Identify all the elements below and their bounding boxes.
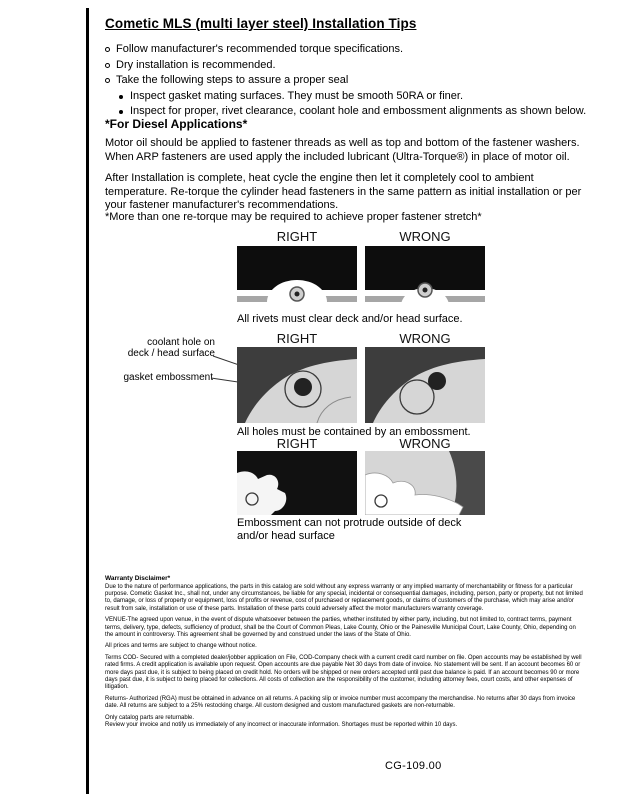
wrong-label-row2: WRONG bbox=[399, 331, 451, 346]
filled-bullet-icon bbox=[119, 95, 123, 99]
filled-bullet-icon bbox=[119, 110, 123, 114]
embossment-right-diagram bbox=[237, 451, 357, 515]
warranty-disclaimer-heading: Warranty Disclaimer* bbox=[105, 575, 171, 582]
warranty-paragraph: Due to the nature of performance applications, the parts in this catalog are sold without any express warranty or any implied warranty of merchantability or fitness for a particular purpose. Cometic Gasket Inc., shall not, under any circumstances, be liable for any special, incidental or consequential damages, including, person, party or property, but not limited to, damage, or loss of property or equipment, loss of profits or revenue, cost of purchased or replacement goods, or claims of customers of the purchase, which may arise and/or result from sale, installation or use of these parts. Installation of these parts could adversely affect the motor manufacturers warranty coverage. bbox=[105, 584, 583, 612]
open-bullet-icon bbox=[105, 47, 110, 52]
diesel-paragraph-2: After Installation is complete, heat cycle the engine then let it completely cool to ambient temperature. Re-torque the cylinder head fasteners in the same pattern as initial installation or per your fastener manufacturer's recommendations. bbox=[105, 172, 582, 211]
list-item-text: Follow manufacturer's recommended torque specifications. bbox=[116, 43, 404, 55]
list-item-text: Inspect for proper, rivet clearance, coolant hole and embossment alignments as shown below. bbox=[130, 105, 587, 117]
list-item-text: Take the following steps to assure a proper seal bbox=[116, 74, 349, 86]
open-bullet-icon bbox=[105, 63, 110, 68]
right-label-row2: RIGHT bbox=[276, 331, 318, 346]
rivet-wrong-diagram bbox=[365, 246, 485, 310]
rivet-right-diagram bbox=[237, 246, 357, 310]
warranty-paragraph: VENUE-The agreed upon venue, in the event of dispute whatsoever between the parties, whether instituted by either party, including, but not limited to, contract terms, payment terms, delivery, type, defects, sufficiency of product, shall be the Court of Common Pleas, Lake County, Ohio or the Painesville Municipal Court, Lake County, Ohio, depending on the amount in controversy. This agreement shall be governed by and construed under the laws of the State of Ohio. bbox=[105, 617, 576, 638]
wrong-label-row3: WRONG bbox=[399, 436, 451, 451]
list-item bbox=[105, 59, 587, 72]
row1-caption: All rivets must clear deck and/or head surface. bbox=[237, 313, 463, 325]
page-title: Cometic MLS (multi layer steel) Installation Tips bbox=[105, 16, 417, 31]
right-label-row3: RIGHT bbox=[276, 436, 318, 451]
row3-caption bbox=[237, 517, 461, 543]
gasket-embossment-label: gasket embossment bbox=[123, 372, 213, 383]
wrong-label-row1: WRONG bbox=[399, 229, 451, 244]
list-item-text: Inspect gasket mating surfaces. They must be smooth 50RA or finer. bbox=[130, 89, 464, 102]
coolant-hole-label-line2: deck / head surface bbox=[127, 348, 215, 359]
left-border-rule bbox=[86, 8, 89, 794]
warranty-disclaimer-body bbox=[105, 584, 583, 733]
diesel-paragraph-1: Motor oil should be applied to fastener threads as well as top and bottom of the fastener washers. When ARP fasteners are used apply the included lubricant (Ultra-Torque®) in place of motor oil. bbox=[105, 137, 580, 163]
retorque-note: *More than one re-torque may be required to achieve proper fastener stretch* bbox=[105, 211, 482, 223]
list-item bbox=[105, 43, 587, 56]
warranty-paragraph: Review your invoice and notify us immediately of any incorrect or inaccurate information. Shortages must be reported within 10 days. bbox=[105, 721, 458, 728]
open-bullet-icon bbox=[105, 78, 110, 83]
row3-caption-line1: Embossment can not protrude outside of deck bbox=[237, 517, 462, 529]
list-item bbox=[119, 90, 587, 103]
warranty-paragraph: Returns- Authorized (RGA) must be obtained in advance on all returns. A packing slip or invoice number must accompany the merchandise. No returns after 30 days from invoice date. All returns are subject to a 25% restocking charge. All custom designed and custom manufactured gaskets are non-returnable. bbox=[105, 695, 576, 709]
coolant-hole-wrong-diagram bbox=[365, 347, 485, 423]
page-number: CG-109.00 bbox=[385, 760, 442, 772]
warranty-paragraph: Terms COD- Secured with a completed dealer/jobber application on File, COD-Company check with a current credit card number on file. Open accounts may be established by well rated firms. A credit application is available upon request. Open accounts are due payable Net 30 days from date of invoice. No statement will be sent. If an account becomes 60 or more days past due, it is subject to being placed on credit hold. No orders will be shipped or new orders accepted until past due balance is paid. If an account becomes 90 or more days past due, it is subject to being placed for collections. All costs of collection are the responsibility of the customer, including attorney fees, court costs, and other expenses of litigation. bbox=[105, 655, 582, 690]
warranty-paragraph: All prices and terms are subject to change without notice. bbox=[105, 643, 257, 650]
embossment-wrong-diagram bbox=[365, 451, 485, 515]
diesel-applications-heading: *For Diesel Applications* bbox=[105, 117, 248, 131]
coolant-hole-label-line1: coolant hole on bbox=[147, 337, 215, 348]
list-item bbox=[105, 74, 587, 87]
row3-caption-line2: and/or head surface bbox=[237, 530, 335, 542]
warranty-paragraph: Only catalog parts are returnable. bbox=[105, 714, 195, 721]
installation-tips-list bbox=[105, 43, 587, 121]
coolant-hole-right-diagram bbox=[237, 347, 357, 423]
right-label-row1: RIGHT bbox=[276, 229, 318, 244]
row2-caption: All holes must be contained by an embossment. bbox=[237, 426, 471, 438]
list-item-text: Dry installation is recommended. bbox=[116, 58, 276, 71]
